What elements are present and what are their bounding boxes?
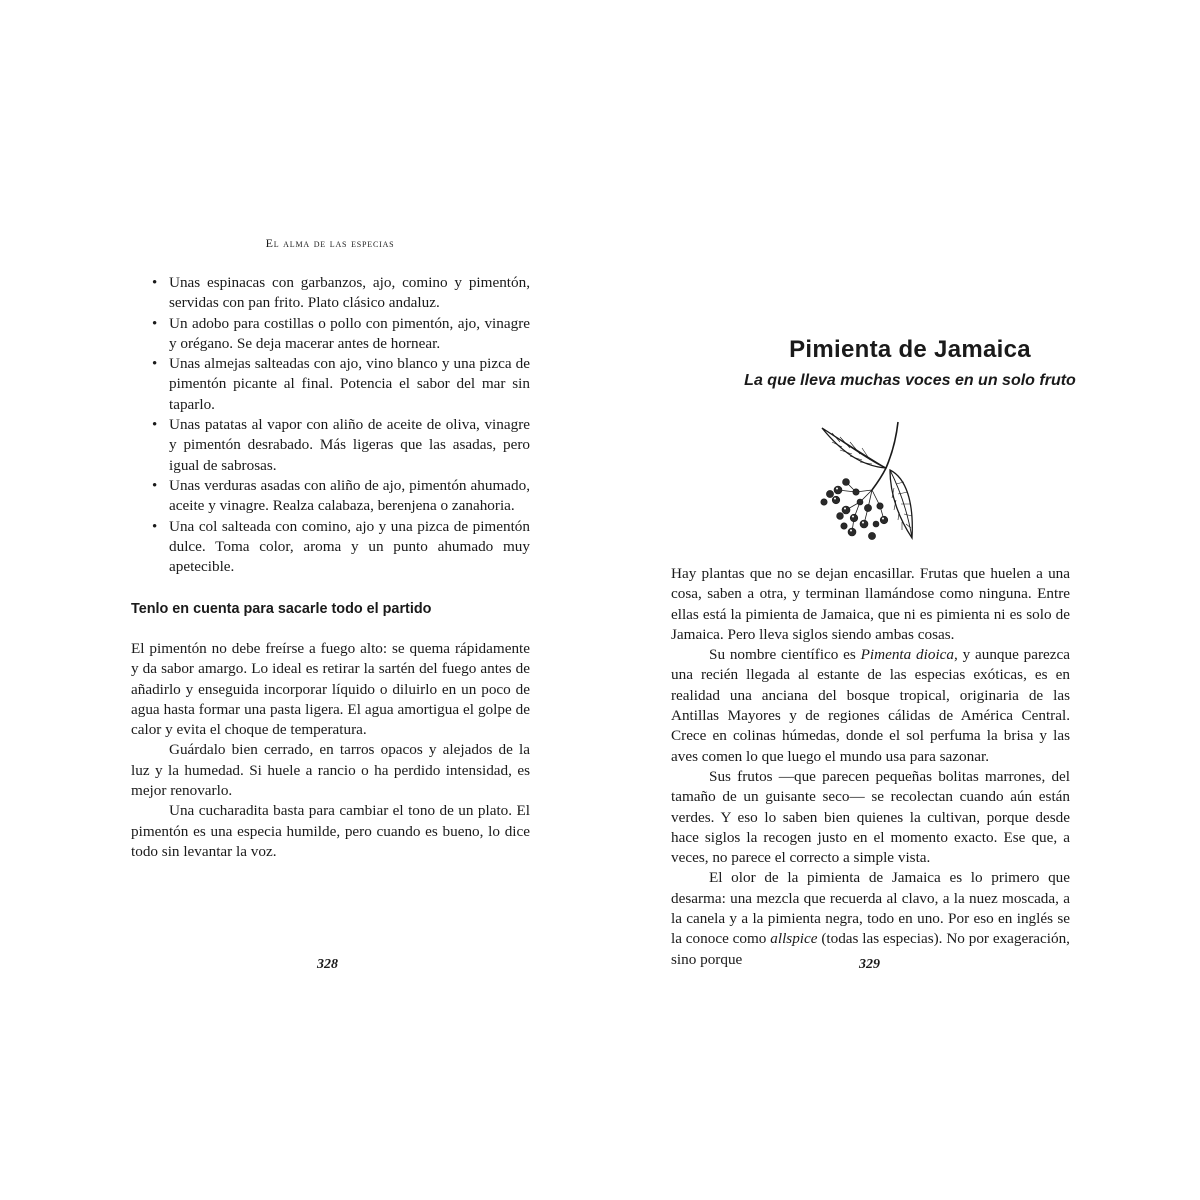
list-item: • Unas patatas al vapor con aliño de aceite de oliva, vinagre y pimentón desrabado. Más ligeras que las asadas, pero igual de sabrosas.: [152, 416, 530, 474]
scientific-name: Pimenta dioica: [860, 646, 954, 664]
list-item: • Una col salteada con comino, ajo y una pizca de pimentón dulce. Toma color, aroma y un punto ahumado muy apetecible.: [152, 517, 530, 576]
bullet-icon: •: [152, 275, 158, 291]
paragraph: Sus frutos —que parecen pequeñas bolitas marrones, del tamaño de un guisante seco— se recolectan cuando aún están verdes. Y eso lo saben bien quienes la cultivan, porque desde hace siglos la recogen justo en el momento exacto. Ese que, a veces, no parece el correcto a simple vista.: [671, 767, 1070, 867]
recipe-bullet-list: [150, 273, 530, 577]
english-term: allspice: [770, 930, 818, 948]
bullet-icon: •: [152, 315, 158, 332]
right-body-text: [671, 564, 1070, 970]
paragraph: El pimentón no debe freírse a fuego alto: se quema rápidamente y da sabor amargo. Lo ideal es retirar la sartén del fuego antes de añadirlo y enseguida incorporar líquido o diluirlo en un poco de agua hasta formar una pasta ligera. El agua amortigua el golpe de calor y evita el choque de temperatura.: [131, 640, 530, 739]
chapter-subtitle: La que lleva muchas voces en un solo fruto: [744, 372, 1076, 389]
bullet-icon: •: [152, 518, 158, 535]
bullet-icon: •: [152, 477, 158, 494]
paragraph: Guárdalo bien cerrado, en tarros opacos y alejados de la luz y la humedad. Si huele a rancio o ha perdido intensidad, es mejor renovarlo.: [131, 741, 530, 800]
page-number: 329: [859, 957, 880, 972]
list-item: • Unas almejas salteadas con ajo, vino blanco y una pizca de pimentón picante al final. Potencia el sabor del mar sin taparlo.: [152, 355, 530, 413]
left-body-text: [131, 639, 530, 862]
list-item: • Unas espinacas con garbanzos, ajo, comino y pimentón, servidas con pan frito. Plato clásico andaluz.: [152, 274, 530, 312]
allspice-branch-illustration-icon: [810, 420, 940, 550]
paragraph: Su nombre científico es Pimenta dioica, y aunque parezca una recién llegada al estante de las especias exóticas, es en realidad una anciana del bosque tropical, originaria de las Antillas Mayores y de regiones cálidas de América Central. Crece en colinas húmedas, donde el sol perfuma la brisa y las aves comen lo que luego el mundo usa para sazonar.: [671, 646, 1070, 765]
paragraph: El olor de la pimienta de Jamaica es lo primero que desarma: una mezcla que recuerda al clavo, a la nuez moscada, a la canela y a la pimienta negra, todo en uno. Por eso en inglés se la conoce como allspice (todas las especias). No por exageración, sino porque: [671, 869, 1070, 968]
paragraph: Una cucharadita basta para cambiar el tono de un plato. El pimentón es una especia humilde, pero cuando es bueno, lo dice todo sin levantar la voz.: [131, 802, 530, 860]
bullet-icon: •: [152, 417, 158, 434]
right-page: [600, 0, 1200, 1200]
bullet-icon: •: [152, 356, 158, 373]
chapter-title: Pimienta de Jamaica: [789, 336, 1031, 363]
list-item: • Un adobo para costillas o pollo con pimentón, ajo, vinagre y orégano. Se deja macerar antes de hornear.: [152, 314, 530, 352]
section-heading: Tenlo en cuenta para sacarle todo el partido: [131, 601, 432, 617]
paragraph: Hay plantas que no se dejan encasillar. Frutas que huelen a una cosa, saben a otra, y terminan llamándose como ninguna. Entre ellas está la pimienta de Jamaica, que ni es pimienta ni es solo de Jamaica. Pero lleva siglos siendo ambas cosas.: [671, 565, 1070, 643]
list-item: • Unas verduras asadas con aliño de ajo, pimentón ahumado, aceite y vinagre. Realza calabaza, berenjena o zanahoria.: [152, 476, 530, 515]
running-head: El alma de las especias: [265, 236, 395, 250]
page-number: 328: [317, 957, 338, 972]
